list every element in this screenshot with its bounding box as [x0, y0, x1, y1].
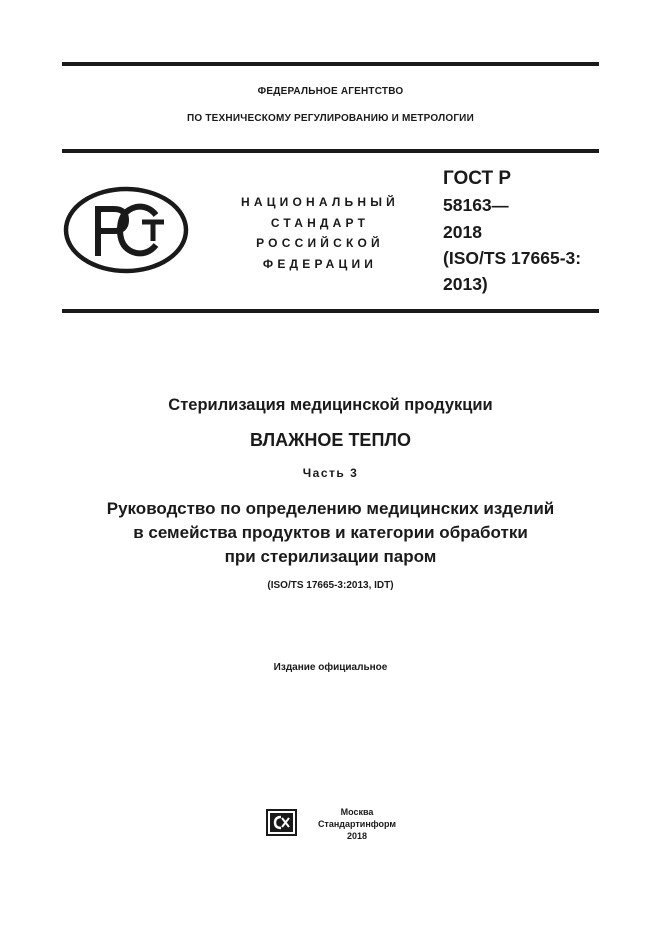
- part-title-line-2: в семейства продуктов и категории обработки: [133, 523, 528, 542]
- designation-equivalent-line-1: (ISO/TS 17665-3:: [443, 248, 582, 268]
- document-title: Стерилизация медицинской продукции: [168, 396, 493, 414]
- agency-name-line-1: ФЕДЕРАЛЬНОЕ АГЕНТСТВО: [257, 86, 404, 97]
- document-subtitle: ВЛАЖНОЕ ТЕПЛО: [249, 430, 412, 450]
- iso-reference: (ISO/TS 17665-3:2013, IDT): [267, 580, 394, 591]
- part-title-line-3: при стерилизации паром: [224, 547, 437, 566]
- top-rule: [62, 62, 599, 66]
- part-title: [30, 497, 631, 569]
- designation-number: 58163: [443, 195, 492, 215]
- header-rule: [62, 149, 599, 153]
- standard-type: [230, 192, 410, 274]
- title-block-rule: [62, 309, 599, 313]
- standard-designation: [443, 166, 593, 297]
- rst-emblem-logo: [62, 185, 190, 275]
- designation-prefix: ГОСТ Р: [443, 168, 512, 189]
- standard-type-line-2: СТАНДАРТ: [270, 215, 370, 230]
- standard-type-line-3: РОССИЙСКОЙ: [256, 236, 384, 250]
- designation-year: 2018: [443, 222, 482, 242]
- designation-equivalent-line-2: 2013): [443, 274, 488, 294]
- rst-emblem-icon: [62, 185, 190, 275]
- agency-name-line-2: ПО ТЕХНИЧЕСКОМУ РЕГУЛИРОВАНИЮ И МЕТРОЛОГИИ: [187, 113, 474, 124]
- designation-number-line: [443, 192, 593, 219]
- publisher-block: [305, 806, 409, 842]
- edition-label: Издание официальное: [273, 662, 388, 673]
- standard-type-line-4: ФЕДЕРАЦИИ: [262, 256, 378, 271]
- publisher-year: 2018: [346, 831, 368, 841]
- part-number: Часть 3: [302, 466, 359, 480]
- publisher-city: Москва: [340, 807, 374, 817]
- publisher-name: Стандартинформ: [317, 819, 397, 829]
- publisher-logo: [266, 809, 297, 836]
- standartinform-icon: [266, 809, 297, 836]
- standard-type-line-1: НАЦИОНАЛЬНЫЙ: [240, 195, 400, 209]
- designation-dash: —: [491, 196, 509, 215]
- part-title-line-1: Руководство по определению медицинских изделий: [106, 499, 555, 518]
